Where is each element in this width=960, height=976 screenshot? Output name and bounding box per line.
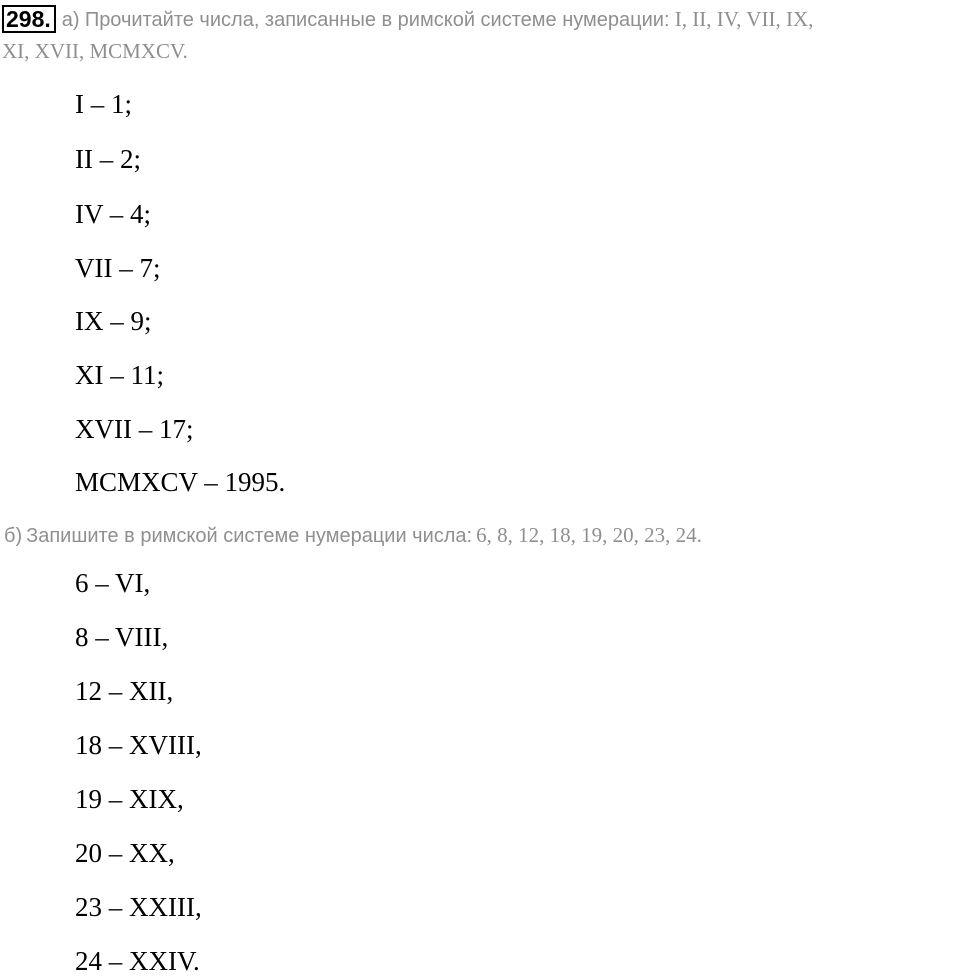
part-b-instruction: Запишите в римской системе нумерации числа: — [26, 525, 473, 547]
part-a-numbers-line1: I, II, IV, VII, IX, — [674, 7, 814, 31]
answer-b-5: 19 – XIX, — [75, 784, 184, 814]
answer-b-6: 20 – XX, — [75, 838, 175, 868]
answer-b-2: 8 – VIII, — [75, 622, 169, 652]
part-b-numbers: 6, 8, 12, 18, 19, 20, 23, 24. — [476, 523, 702, 547]
part-a-numbers-line2: XI, XVII, MCMXCV. — [2, 39, 188, 63]
task-header — [2, 4, 957, 66]
part-b-header — [4, 520, 702, 553]
answer-a-4: VII – 7; — [75, 253, 161, 283]
answer-a-2: II – 2; — [75, 144, 141, 174]
answer-a-8: MCMXCV – 1995. — [75, 467, 286, 497]
answer-b-8: 24 – XXIV. — [75, 946, 200, 976]
part-b-label: б) — [4, 525, 23, 547]
answer-b-3: 12 – XII, — [75, 676, 174, 706]
task-number: 298. — [2, 5, 56, 33]
answer-b-4: 18 – XVIII, — [75, 730, 202, 760]
part-a-label: а) — [61, 9, 80, 31]
answer-a-1: I – 1; — [75, 89, 132, 119]
answer-a-6: XI – 11; — [75, 360, 164, 390]
answer-a-5: IX – 9; — [75, 306, 152, 336]
answer-a-3: IV – 4; — [75, 199, 152, 229]
answer-b-1: 6 – VI, — [75, 568, 151, 598]
part-a-instruction: Прочитайте числа, записанные в римской системе нумерации: — [84, 9, 670, 31]
answer-b-7: 23 – XXIII, — [75, 892, 202, 922]
answer-a-7: XVII – 17; — [75, 414, 194, 444]
